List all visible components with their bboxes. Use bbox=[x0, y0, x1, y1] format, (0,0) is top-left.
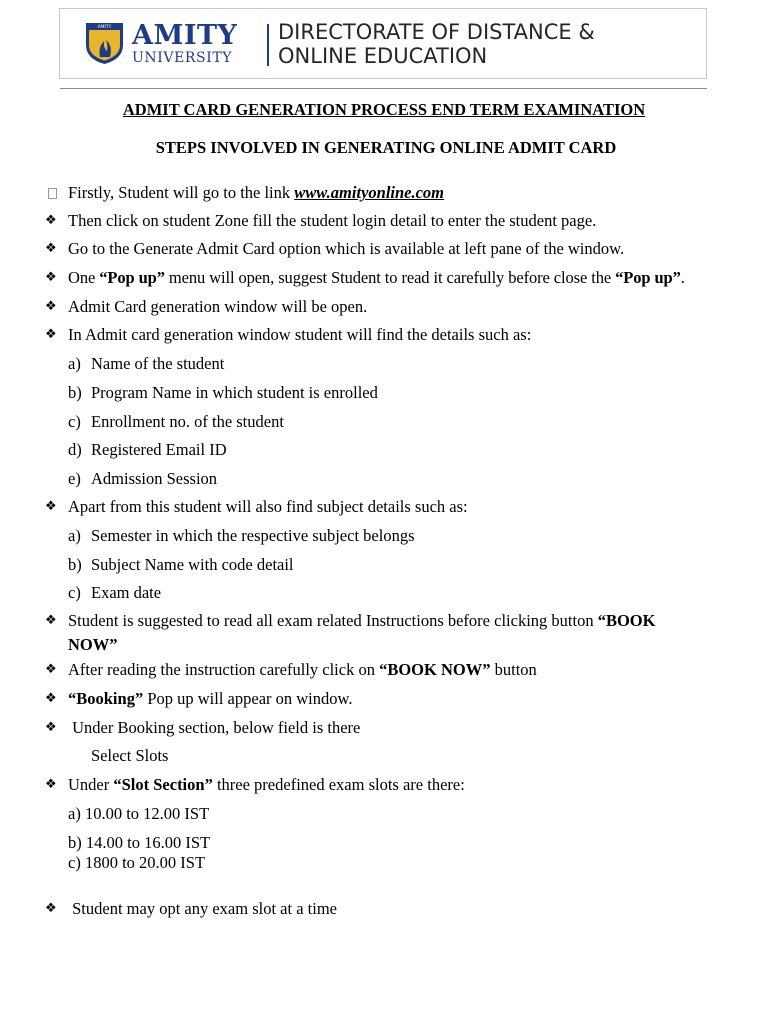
list-item: Semester in which the respective subject belongs bbox=[91, 526, 415, 545]
list-item: Subject Name with code detail bbox=[91, 555, 294, 574]
list-item-label: c) bbox=[68, 412, 81, 431]
directorate-line-1: DIRECTORATE OF DISTANCE & bbox=[278, 20, 595, 44]
header-rule bbox=[60, 88, 707, 89]
diamond-bullet-icon: ❖ bbox=[45, 327, 57, 342]
slot-item: c) 1800 to 20.00 IST bbox=[68, 853, 206, 872]
step-12: Under “Slot Section” three predefined exam slots are there: bbox=[68, 775, 465, 794]
diamond-bullet-icon: ❖ bbox=[45, 241, 57, 256]
list-item-label: a) bbox=[68, 526, 81, 545]
amity-logo-icon bbox=[82, 21, 127, 65]
brand-name: AMITY bbox=[132, 20, 238, 51]
step-9: After reading the instruction carefully click on “BOOK NOW” button bbox=[68, 660, 537, 679]
header-divider bbox=[267, 24, 269, 66]
step-6: In Admit card generation window student will find the details such as: bbox=[68, 325, 532, 344]
list-item: Exam date bbox=[91, 583, 162, 602]
step-7: Apart from this student will also find subject details such as: bbox=[68, 497, 468, 516]
step-8: Student is suggested to read all exam related Instructions before clicking button “BOOK bbox=[68, 611, 656, 630]
step-8-continued: NOW” bbox=[68, 635, 118, 654]
diamond-bullet-icon: ❖ bbox=[45, 662, 57, 677]
step-13: Student may opt any exam slot at a time bbox=[68, 899, 337, 918]
step-1: Firstly, Student will go to the link www.amityonline.com bbox=[68, 183, 445, 202]
diamond-bullet-icon: ❖ bbox=[45, 270, 57, 285]
list-item: Program Name in which student is enrolled bbox=[91, 383, 378, 402]
directorate-line-2: ONLINE EDUCATION bbox=[278, 44, 488, 68]
list-item: Enrollment no. of the student bbox=[91, 412, 284, 431]
list-item: Registered Email ID bbox=[91, 440, 227, 459]
document-subtitle: STEPS INVOLVED IN GENERATING ONLINE ADMIT CARD bbox=[155, 138, 617, 157]
step-10: “Booking” Pop up will appear on window. bbox=[68, 689, 353, 708]
list-item: Admission Session bbox=[91, 469, 218, 488]
logo-text: AMITY bbox=[97, 25, 112, 30]
checkbox-bullet-icon bbox=[48, 188, 57, 199]
diamond-bullet-icon: ❖ bbox=[45, 213, 57, 228]
list-item-label: c) bbox=[68, 583, 81, 602]
list-item-label: b) bbox=[68, 555, 82, 574]
slot-item: a) 10.00 to 12.00 IST bbox=[68, 804, 210, 823]
document-title: ADMIT CARD GENERATION PROCESS END TERM EXAMINATION bbox=[122, 100, 646, 119]
diamond-bullet-icon: ❖ bbox=[45, 720, 57, 735]
amityonline-link[interactable]: www.amityonline.com bbox=[294, 183, 445, 202]
diamond-bullet-icon: ❖ bbox=[45, 613, 57, 628]
slot-item: b) 14.00 to 16.00 IST bbox=[68, 833, 211, 852]
step-11: Under Booking section, below field is there bbox=[68, 718, 361, 737]
list-item-label: b) bbox=[68, 383, 82, 402]
list-item-label: d) bbox=[68, 440, 82, 459]
step-3: Go to the Generate Admit Card option which is available at left pane of the window. bbox=[68, 239, 625, 258]
step-5: Admit Card generation window will be open. bbox=[68, 297, 368, 316]
diamond-bullet-icon: ❖ bbox=[45, 901, 57, 916]
diamond-bullet-icon: ❖ bbox=[45, 299, 57, 314]
list-item: Name of the student bbox=[91, 354, 225, 373]
brand-subtitle: UNIVERSITY bbox=[132, 50, 233, 66]
step-2: Then click on student Zone fill the student login detail to enter the student page. bbox=[68, 211, 597, 230]
step-4: One “Pop up” menu will open, suggest Student to read it carefully before close the “Pop up”. bbox=[68, 268, 685, 287]
list-item-label: a) bbox=[68, 354, 81, 373]
diamond-bullet-icon: ❖ bbox=[45, 777, 57, 792]
select-slots-field: Select Slots bbox=[91, 746, 169, 765]
diamond-bullet-icon: ❖ bbox=[45, 691, 57, 706]
list-item-label: e) bbox=[68, 469, 81, 488]
diamond-bullet-icon: ❖ bbox=[45, 499, 57, 514]
header-banner bbox=[59, 8, 707, 79]
